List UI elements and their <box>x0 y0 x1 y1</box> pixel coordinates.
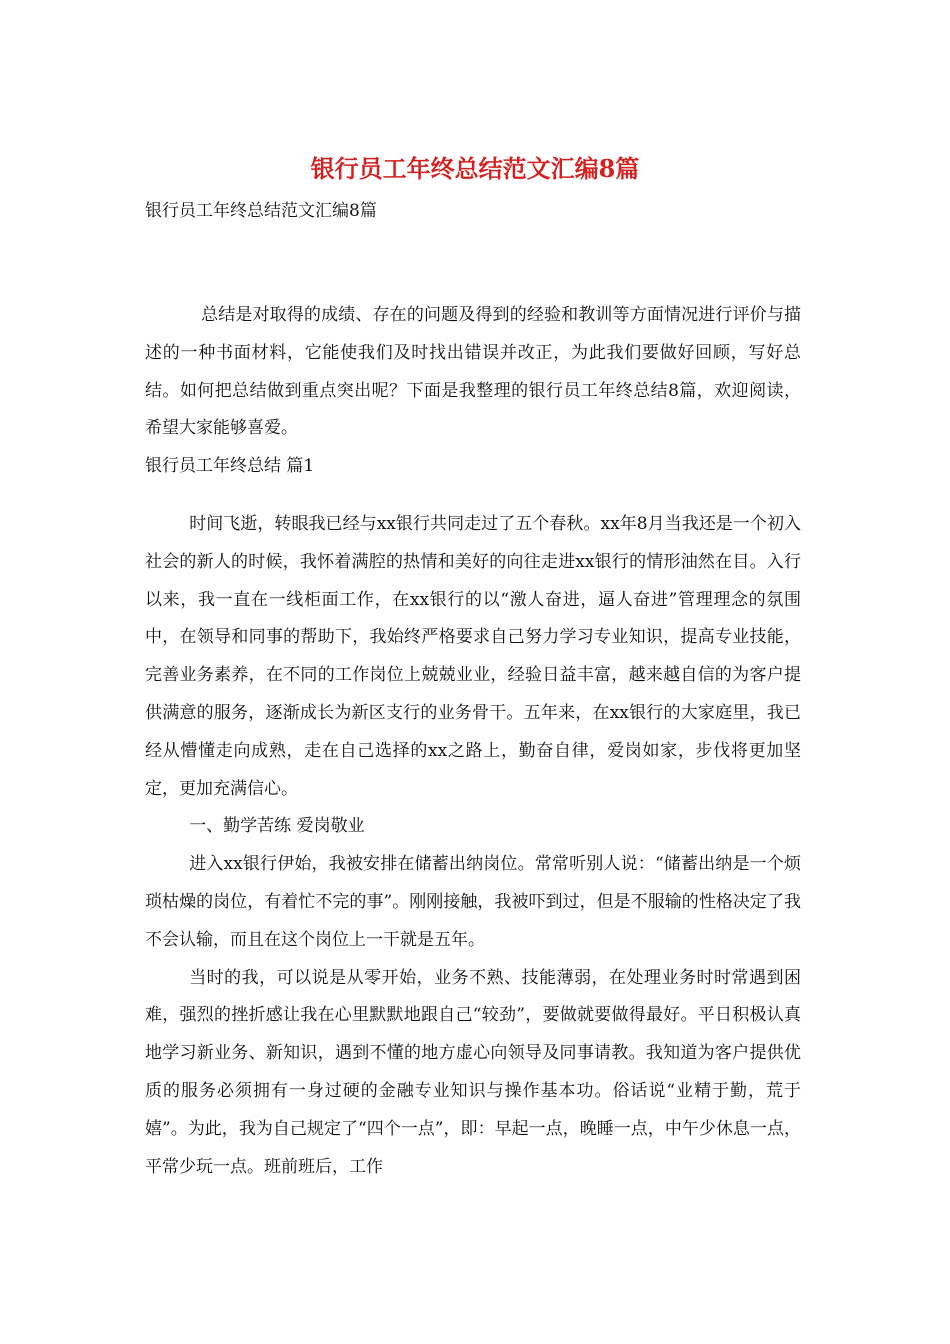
document-body <box>145 297 801 1186</box>
section1-paragraph-2: 进入xx银行伊始，我被安排在储蓄出纳岗位。常常听别人说：“储蓄出纳是一个烦琐枯燥的岗位，有着忙不完的事”。刚刚接触，我被吓到过，但是不服输的性格决定了我不会认输，而且在这个岗位上一干就是五年。 <box>145 854 801 950</box>
intro-paragraph: 总结是对取得的成绩、存在的问题及得到的经验和教训等方面情况进行评价与描述的一种书面材料，它能使我们及时找出错误并改正，为此我们要做好回顾，写好总结。如何把总结做到重点突出呢？下面是我整理的银行员工年终总结8篇，欢迎阅读，希望大家能够喜爱。 <box>145 305 801 439</box>
document-title: 银行员工年终总结范文汇编8篇 <box>310 154 640 183</box>
section-heading-1: 银行员工年终总结 篇1 <box>145 456 315 477</box>
section1-paragraph-3: 当时的我，可以说是从零开始，业务不熟、技能薄弱，在处理业务时时常遇到困难，强烈的挫折感让我在心里默默地跟自己“较劲”，要做就要做得最好。平日积极认真地学习新业务、新知识，遇到不懂的地方虚心向领导及同事请教。我知道为客户提供优质的服务必须拥有一身过硬的金融专业知识与操作基本功。俗话说“业精于勤，荒于嬉”。为此，我为自己规定了“四个一点”，即：早起一点，晚睡一点，中午少休息一点，平常少玩一点。班前班后，工作 <box>145 967 801 1177</box>
subheading-1: 一、勤学苦练 爱岗敬业 <box>189 816 365 837</box>
section1-paragraph-1: 时间飞逝，转眼我已经与xx银行共同走过了五个春秋。xx年8月当我还是一个初入社会的新人的时候，我怀着满腔的热情和美好的向往走进xx银行的情形油然在目。入行以来，我一直在一线柜面工作，在xx银行的以“激人奋进，逼人奋进”管理理念的氛围中，在领导和同事的帮助下，我始终严格要求自己努力学习专业知识，提高专业技能，完善业务素养，在不同的工作岗位上兢兢业业，经验日益丰富，越来越自信的为客户提供满意的服务，逐渐成长为新区支行的业务骨干。五年来，在xx银行的大家庭里，我已经从懵懂走向成熟，走在自己选择的xx之路上，勤奋自律，爱岗如家，步伐将更加坚定，更加充满信心。 <box>145 513 801 799</box>
document-subtitle: 银行员工年终总结范文汇编8篇 <box>145 201 377 221</box>
